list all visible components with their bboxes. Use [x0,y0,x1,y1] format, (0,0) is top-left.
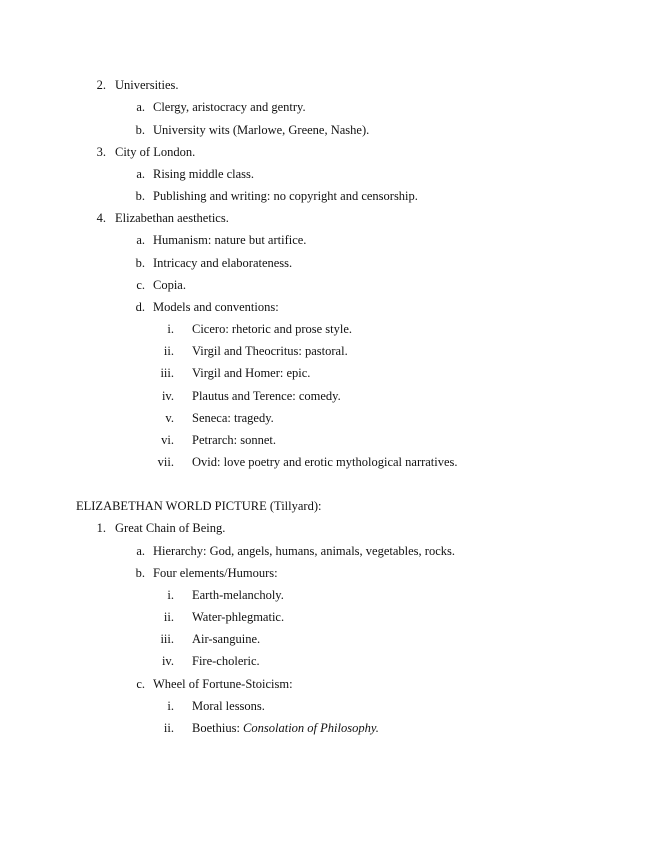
list-marker: b. [135,123,145,137]
list-marker: i. [167,322,174,336]
list-marker: d. [135,300,145,314]
list-item-text: Humanism: nature but artifice. [153,233,307,247]
list-marker: ii. [163,721,174,735]
author-prefix: Boethius: [192,721,244,735]
list-item-text: Earth-melancholy. [192,588,284,602]
list-marker: b. [135,256,145,270]
list-marker: a. [136,100,145,114]
list-marker: 4. [96,211,106,225]
list-marker: v. [165,411,174,425]
list-marker: a. [136,233,145,247]
list-marker: 2. [96,78,106,92]
list-marker: iii. [160,366,174,380]
list-item-text: Copia. [153,278,186,292]
list-item-text: Air-sanguine. [192,632,261,646]
list-marker: a. [136,544,145,558]
list-item-text: Four elements/Humours: [153,566,278,580]
list-item-text: City of London. [115,145,196,159]
list-marker: c. [136,677,145,691]
list-item-text: Hierarchy: God, angels, humans, animals, vegetables, rocks. [153,544,455,558]
book-title: Consolation of Philosophy. [243,721,379,735]
list-item-text: Wheel of Fortune-Stoicism: [153,677,293,691]
list-item-text: Publishing and writing: no copyright and censorship. [153,189,418,203]
list-marker: 3. [96,145,106,159]
list-item-text: Great Chain of Being. [115,521,226,535]
list-item-text: Ovid: love poetry and erotic mythological narratives. [192,455,458,469]
list-item-text: Virgil and Theocritus: pastoral. [192,344,348,358]
list-marker: i. [167,699,174,713]
list-item-text: Fire-choleric. [192,654,260,668]
list-item-text: Moral lessons. [192,699,265,713]
list-marker: i. [167,588,174,602]
list-item-text: Plautus and Terence: comedy. [192,389,341,403]
section-heading: ELIZABETHAN WORLD PICTURE (Tillyard): [76,499,322,513]
list-item-text: Petrarch: sonnet. [192,433,277,447]
list-item-text: Rising middle class. [153,167,255,181]
list-marker: vi. [161,433,174,447]
list-item-text: Seneca: tragedy. [192,411,274,425]
list-marker: b. [135,566,145,580]
list-item-text: University wits (Marlowe, Greene, Nashe). [153,123,370,137]
list-marker: iv. [161,654,174,668]
list-marker: ii. [163,344,174,358]
list-item-text [192,720,379,736]
list-item-text: Water-phlegmatic. [192,610,285,624]
list-marker: c. [136,278,145,292]
list-marker: 1. [96,521,106,535]
list-marker: iii. [160,632,174,646]
list-marker: iv. [161,389,174,403]
list-item-text: Intricacy and elaborateness. [153,256,293,270]
list-marker: vii. [157,455,174,469]
list-item-text: Universities. [115,78,179,92]
list-marker: a. [136,167,145,181]
list-item-text: Virgil and Homer: epic. [192,366,311,380]
list-item-text: Models and conventions: [153,300,279,314]
list-item-text: Elizabethan aesthetics. [115,211,229,225]
list-item-text: Cicero: rhetoric and prose style. [192,322,353,336]
list-marker: b. [135,189,145,203]
list-marker: ii. [163,610,174,624]
list-item-text: Clergy, aristocracy and gentry. [153,100,306,114]
